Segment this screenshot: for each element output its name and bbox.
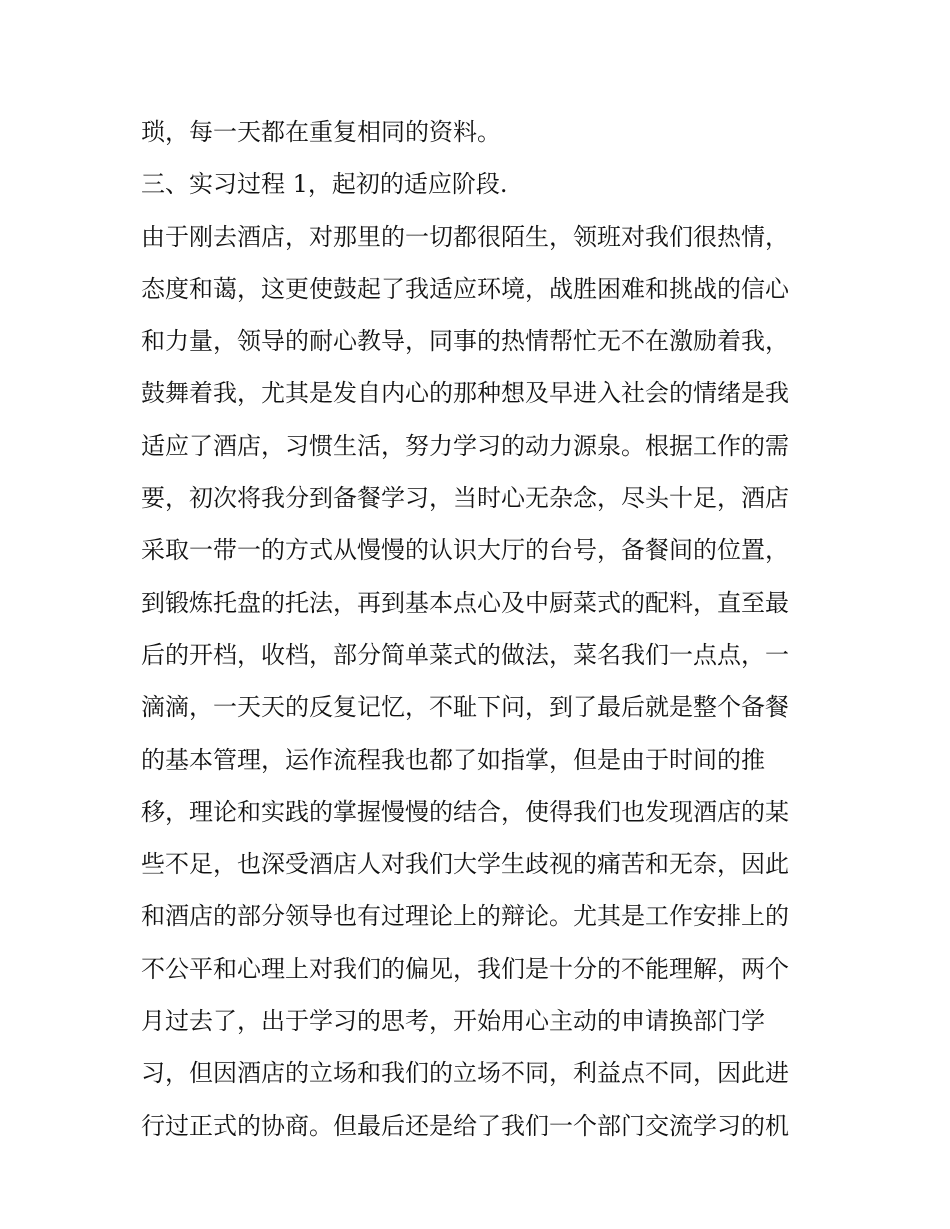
text-line: 些不足，也深受酒店人对我们大学生歧视的痛苦和无奈，因此 bbox=[141, 850, 789, 879]
text-line: 采取一带一的方式从慢慢的认识大厅的台号，备餐间的位置， bbox=[141, 536, 789, 565]
body-text bbox=[141, 106, 821, 1152]
section-heading: 三、实习过程 1，起初的适应阶段. bbox=[141, 170, 508, 199]
text-line: 态度和蔼，这更使鼓起了我适应环境，战胜困难和挑战的信心 bbox=[141, 274, 789, 303]
text-line: 习，但因酒店的立场和我们的立场不同，利益点不同，因此进 bbox=[141, 1059, 789, 1088]
text-line: 的基本管理，运作流程我也都了如指掌，但是由于时间的推 bbox=[141, 745, 765, 774]
text-line: 由于刚去酒店，对那里的一切都很陌生，领班对我们很热情， bbox=[141, 222, 789, 251]
text-line: 行过正式的协商。但最后还是给了我们一个部门交流学习的机 bbox=[141, 1111, 789, 1140]
text-line: 移，理论和实践的掌握慢慢的结合，使得我们也发现酒店的某 bbox=[141, 797, 789, 826]
text-line: 适应了酒店，习惯生活，努力学习的动力源泉。根据工作的需 bbox=[141, 431, 789, 460]
text-line: 和力量，领导的耐心教导，同事的热情帮忙无不在激励着我， bbox=[141, 327, 789, 356]
text-line: 和酒店的部分领导也有过理论上的辩论。尤其是工作安排上的 bbox=[141, 902, 789, 931]
text-line: 不公平和心理上对我们的偏见，我们是十分的不能理解，两个 bbox=[141, 954, 789, 983]
text-line: 琐，每一天都在重复相同的资料。 bbox=[141, 118, 501, 146]
text-line: 到锻炼托盘的托法，再到基本点心及中厨菜式的配料，直至最 bbox=[141, 588, 789, 617]
text-line: 要，初次将我分到备餐学习，当时心无杂念，尽头十足，酒店 bbox=[141, 484, 789, 513]
text-line: 月过去了，出于学习的思考，开始用心主动的申请换部门学 bbox=[141, 1007, 765, 1036]
text-line: 鼓舞着我，尤其是发自内心的那种想及早进入社会的情绪是我 bbox=[141, 379, 789, 408]
text-line: 滴滴，一天天的反复记忆，不耻下问，到了最后就是整个备餐 bbox=[141, 693, 789, 722]
text-line: 后的开档，收档，部分简单菜式的做法，菜名我们一点点，一 bbox=[141, 640, 789, 669]
